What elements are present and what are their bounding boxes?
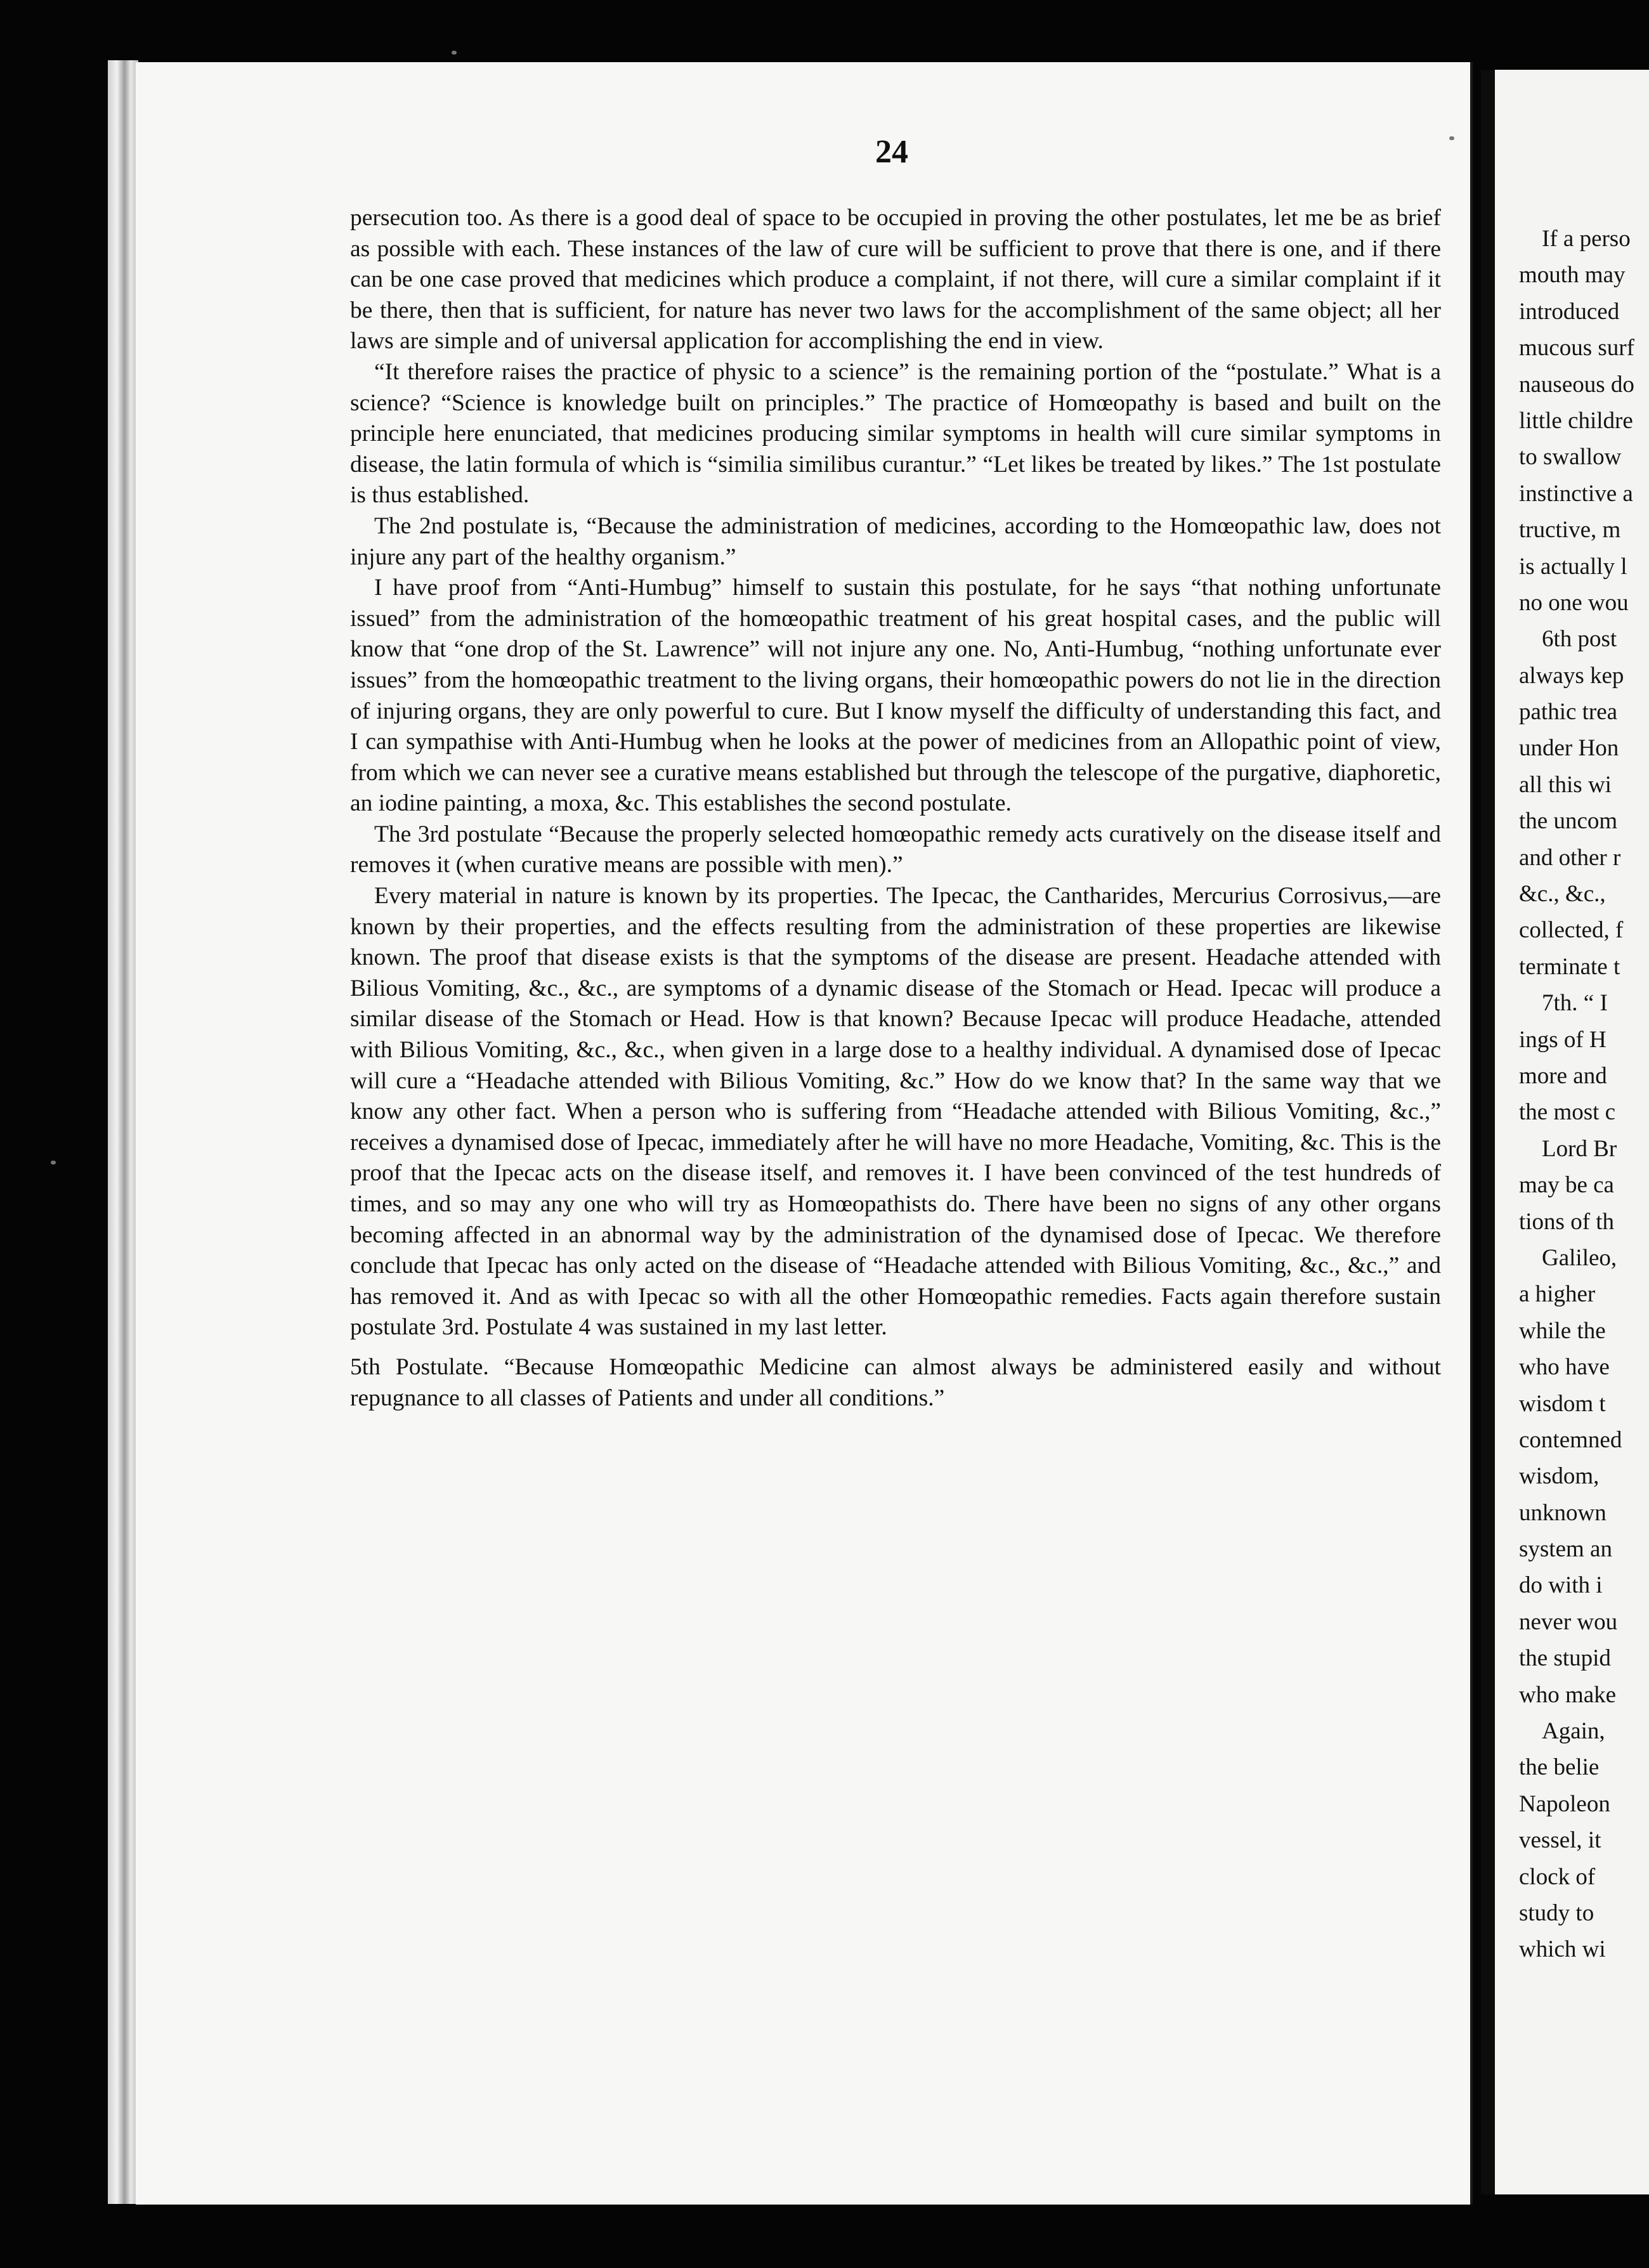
facing-line: terminate t (1519, 953, 1620, 980)
paragraph-1: persecution too. As there is a good deal of space to be occupied in proving the other postulates, let me be as brief as possible with each. These instances of the law of cure will be sufficient to prove that there is one, and if there can be one case proved that medicines which produce a complaint, if not there, will cure a similar complaint if it be there, then that is sufficient, for nature has never two laws for the accomplishment of the same object; all her laws are simple and of universal application for accomplishing the end in view. (350, 205, 1441, 355)
scan-speck (452, 51, 457, 55)
facing-line: all this wi (1519, 771, 1612, 798)
facing-line: wisdom, (1519, 1463, 1600, 1490)
facing-line: &c., &c., (1519, 881, 1606, 908)
scan-speck (1449, 136, 1454, 140)
facing-line: little childre (1519, 407, 1633, 434)
facing-page-text (1519, 221, 1649, 1968)
facing-line: and other r (1519, 844, 1621, 871)
facing-line: the stupid (1519, 1645, 1611, 1672)
facing-line: do with i (1519, 1572, 1603, 1599)
paragraph-2: “It therefore raises the practice of physic to a science” is the remaining portion of the “postulate.” What is a science? “Science is knowledge built on principles.” The practice of Homœopathy is based and built on the principle here enunciated, that medicines producing similar symptoms in health will cure similar symptoms in disease, the latin formula of which is “similia similibus curantur.” “Let likes be treated by likes.” The 1st postulate is thus established. (350, 358, 1441, 509)
facing-line: Lord Br (1542, 1135, 1617, 1162)
paragraph-5: The 3rd postulate “Because the properly selected homœopathic remedy acts curatively on the disease itself and removes it (when curative means are possible with men).” (350, 821, 1441, 878)
facing-line: introduced (1519, 298, 1620, 325)
facing-line: tructive, m (1519, 517, 1621, 544)
facing-line: 7th. “ I (1542, 990, 1608, 1017)
facing-line: ings of H (1519, 1026, 1607, 1053)
facing-line: pathic trea (1519, 699, 1618, 726)
facing-line: Galileo, (1542, 1244, 1617, 1271)
facing-line: the most c (1519, 1099, 1616, 1126)
facing-line: always kep (1519, 662, 1624, 689)
page-body-text (350, 203, 1441, 1414)
facing-line: system an (1519, 1536, 1612, 1563)
facing-line: contemned (1519, 1426, 1622, 1453)
facing-line: under Hon (1519, 735, 1619, 762)
facing-line: mucous surf (1519, 335, 1634, 362)
facing-line: the belie (1519, 1754, 1600, 1781)
facing-line: unknown (1519, 1499, 1607, 1526)
facing-line: tions of th (1519, 1208, 1615, 1235)
book-gutter (108, 60, 138, 2204)
paragraph-4: I have proof from “Anti-Humbug” himself to sustain this postulate, for he says “that nothing unfortunate issued” from the administration of the homœopathic treatment of his great hospital cases, and the public will know that “one drop of the St. Lawrence” will not injure any one. No, Anti-Humbug, “nothing unfortunate ever issues” from the homœopathic treatment to the living organs, their homœopathic powers do not lie in the direction of injuring organs, they are only powerful to cure. But I know myself the difficulty of understanding this fact, and I can sympathise with Anti-Humbug when he looks at the power of medicines from an Allopathic point of view, from which we can never see a curative means established but through the telescope of the purgative, diaphoretic, an iodine painting, a moxa, &c. This establishes the second postulate. (350, 575, 1441, 817)
facing-line: mouth may (1519, 262, 1626, 289)
facing-line: clock of (1519, 1863, 1596, 1890)
facing-line: nauseous do (1519, 371, 1634, 398)
facing-line: 6th post (1542, 626, 1617, 653)
facing-line: may be ca (1519, 1172, 1614, 1199)
facing-line: Napoleon (1519, 1790, 1610, 1817)
facing-line: more and (1519, 1062, 1607, 1089)
facing-line: to swallow (1519, 444, 1622, 471)
paragraph-3: The 2nd postulate is, “Because the administration of medicines, according to the Homœopathic law, does not injure any part of the healthy organism.” (350, 512, 1441, 570)
facing-line: never wou (1519, 1608, 1618, 1635)
facing-line: who make (1519, 1681, 1617, 1708)
facing-line: the uncom (1519, 808, 1618, 835)
facing-line: who have (1519, 1354, 1610, 1381)
paragraph-6: Every material in nature is known by its properties. The Ipecac, the Cantharides, Mercurius Corrosivus,—are known by their properties, and the effects resulting from the administration of these properties are likewise known. The proof that disease exists is that the symptoms of the disease are present. Headache attended with Bilious Vomiting, &c., &c., are symptoms of a dynamic disease of the Stomach or Head. Ipecac will produce a similar disease of the Stomach or Head. How is that known? Because Ipecac will produce Headache, attended with Bilious Vomiting, &c., &c., when given in a large dose to a healthy individual. A dynamised dose of Ipecac will cure a “Headache attended with Bilious Vomiting, &c.” How do we know that? In the same way that we know any other fact. When a person who is suffering from “Headache attended with Bilious Vomiting, &c.,” receives a dynamised dose of Ipecac, immediately after he will have no more Headache, Vomiting, &c. This is the proof that the Ipecac acts on the disease itself, and removes it. I have been convinced of the test hundreds of times, and so may any one who will try as Homœopathists do. There have been no signs of any other organs becoming affected in an abnormal way by the administration of the dynamised dose of Ipecac. We therefore conclude that Ipecac has only acted on the disease of “Headache attended with Bilious Vomiting, &c., &c.,” and has removed it. And as with Ipecac so with all the other Homœopathic remedies. Facts again therefore sustain postulate 3rd. Postulate 4 was sustained in my last letter. (350, 883, 1441, 1341)
facing-line: instinctive a (1519, 480, 1633, 507)
facing-line: is actually l (1519, 553, 1627, 580)
facing-line: collected, f (1519, 917, 1624, 944)
facing-line: which wi (1519, 1936, 1606, 1963)
facing-line: wisdom t (1519, 1390, 1606, 1417)
facing-line: while the (1519, 1317, 1606, 1344)
facing-line: study to (1519, 1900, 1594, 1926)
page-number: 24 (875, 134, 908, 170)
scan-speck (51, 1161, 56, 1164)
paragraph-7: 5th Postulate. “Because Homœopathic Medicine can almost always be administered easily and without repugnance to all classes of Patients and under all conditions.” (350, 1353, 1441, 1411)
facing-line: If a perso (1542, 226, 1631, 252)
facing-line: Again, (1542, 1718, 1605, 1745)
facing-line: a higher (1519, 1281, 1596, 1308)
facing-line: no one wou (1519, 589, 1629, 616)
facing-line: vessel, it (1519, 1827, 1601, 1854)
